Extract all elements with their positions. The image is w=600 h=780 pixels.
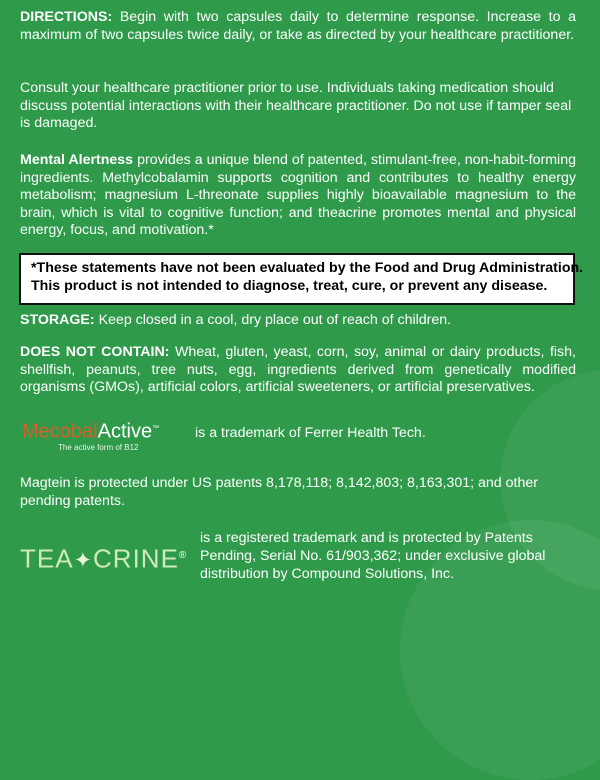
mental-alertness-heading: Mental Alertness [20, 152, 134, 168]
mental-alertness-paragraph [20, 152, 576, 240]
directions-paragraph [20, 9, 576, 44]
mecobal-active-logo [22, 418, 192, 458]
fda-disclaimer-line2: This product is not intended to diagnose, treat, cure, or prevent any disease. [31, 278, 548, 294]
fda-disclaimer-line1: *These statements have not been evaluated by the Food and Drug Administration. [31, 260, 584, 276]
directions-heading: DIRECTIONS: [20, 9, 113, 25]
leaf-icon: ✦ [73, 547, 94, 573]
storage-paragraph [20, 312, 576, 330]
teacrine-logo [20, 538, 200, 574]
teacrine-logo-reg: ® [178, 550, 188, 561]
does-not-contain-heading: DOES NOT CONTAIN: [20, 344, 170, 360]
mecobal-trademark-text: is a trademark of Ferrer Health Tech. [195, 425, 426, 441]
mecobal-logo-part2: Active [97, 420, 153, 443]
mecobal-logo-tm: ™ [152, 425, 160, 432]
teacrine-logo-part2: CRINE [93, 543, 179, 574]
teacrine-logo-part1: TEA [20, 543, 74, 574]
does-not-contain-paragraph [20, 344, 576, 397]
storage-heading: STORAGE: [20, 312, 95, 328]
mental-alertness-text: provides a unique blend of patented, stimulant-free, non-habit-forming ingredients. Methylcobalamin supports cognition and contributes to healthy energy metabolism; magnesium L-threonate supplies highly bioavailable magnesium to the brain, which is vital to cognitive function; and theacrine promotes mental and physical energy, focus, and motivation.* [20, 152, 576, 238]
teacrine-trademark-text: is a registered trademark and is protected by Patents Pending, Serial No. 61/903,362; under exclusive global distribution by Compound Solutions, Inc. [200, 530, 546, 582]
mecobal-logo-part1: Mecobal [22, 420, 98, 443]
does-not-contain-text: Wheat, gluten, yeast, corn, soy, animal or dairy products, fish, shellfish, peanuts, tree nuts, egg, ingredients derived from genetically modified organisms (GMOs), artificial colors, artificial sweeteners, or artificial preservatives. [20, 344, 576, 395]
mecobal-logo-tagline: The active form of B12 [58, 442, 139, 452]
consult-paragraph [20, 80, 576, 133]
magtein-patent-text: Magtein is protected under US patents 8,178,118; 8,142,803; 8,163,301; and other pending patents. [20, 475, 538, 509]
storage-text: Keep closed in a cool, dry place out of reach of children. [98, 312, 452, 328]
directions-text: Begin with two capsules daily to determine response. Increase to a maximum of two capsules twice daily, or take as directed by your healthcare practitioner. [20, 9, 576, 43]
consult-text: Consult your healthcare practitioner prior to use. Individuals taking medication should discuss potential interactions with their healthcare practitioner. Do not use if tamper seal is damaged. [20, 80, 572, 131]
fda-disclaimer-box [19, 253, 584, 305]
